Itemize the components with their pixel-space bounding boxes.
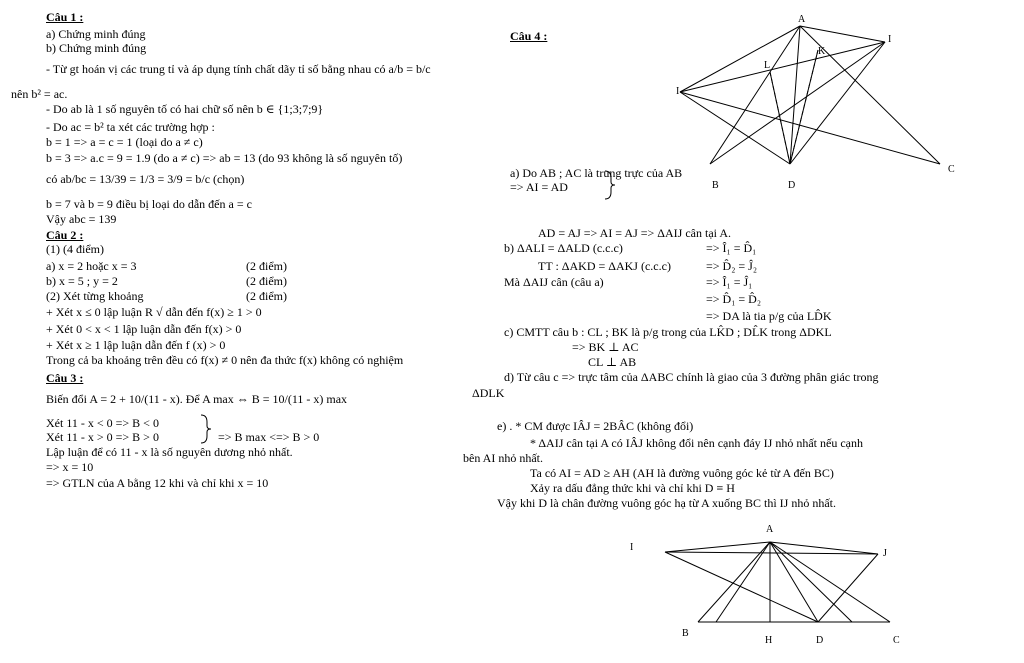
q2-part-b: b) x = 5 ; y = 2: [46, 274, 118, 288]
q2-part-a-points: (2 điểm): [246, 259, 287, 273]
q3-line-3: Xét 11 - x > 0 => B > 0: [46, 430, 159, 444]
q1-line-2: nên b² = ac.: [11, 87, 68, 101]
q2-line-3: + Xét x ≤ 0 lập luận R √ dẫn đến f(x) ≥ 1 > 0: [46, 305, 262, 319]
q4-e-line-4: Ta có AI = AD ≥ AH (AH là đường vuông góc kẻ từ A đến BC): [530, 466, 834, 480]
q4-d-line-1: d) Từ câu c => trực tâm của ΔABC chính là giao của 3 đường phân giác trong: [504, 370, 879, 384]
q2-line-5: + Xét x ≥ 1 lập luận dẫn đến f (x) > 0: [46, 338, 226, 352]
q2-line-2: (2) Xét từng khoảng: [46, 289, 144, 303]
q4-b-line-2: TT : ΔAKD = ΔAKJ (c.c.c): [538, 259, 671, 273]
q1-line-3: - Do ab là 1 số nguyên tố có hai chữ số nên b ∈ {1;3;7;9}: [46, 102, 324, 116]
q1-line-6: b = 3 => a.c = 9 = 1.9 (do a ≠ c) => ab = 13 (do 93 không là số nguyên tố): [46, 151, 403, 165]
q3-brace-conclusion: => B max <=> B > 0: [218, 430, 320, 444]
q1-line-1: - Từ gt hoán vị các trung tỉ và áp dụng tính chất dãy tỉ số bằng nhau có a/b = b/c: [46, 62, 431, 76]
q2-line-6: Trong cả ba khoảng trên đều có f(x) ≠ 0 nên đa thức f(x) không có nghiệm: [46, 353, 404, 367]
q1-line-8: b = 7 và b = 9 điều bị loại do dẫn đến a = c: [46, 197, 252, 211]
fig2-label-i: I: [630, 542, 634, 553]
q1-line-4: - Do ac = b² ta xét các trường hợp :: [46, 120, 215, 134]
question-3-title: Câu 3 :: [46, 371, 84, 385]
q1-part-a: a) Chứng minh đúng: [46, 27, 146, 41]
q3-line-2: Xét 11 - x < 0 => B < 0: [46, 416, 159, 430]
q4-b-result-1: => Î₁ = D̂₁: [706, 241, 757, 255]
fig1-label-k: K: [818, 46, 826, 57]
q4-c-line-1: c) CMTT câu b : CL ; BK là p/g trong của LK̂D ; DL̂K trong ΔDKL: [504, 325, 832, 339]
fig2-label-a: A: [766, 524, 774, 535]
fig1-label-b: B: [712, 180, 719, 191]
q4-b-result-2: => D̂₂ = Ĵ₂: [706, 259, 758, 273]
q4-a-line-1: a) Do AB ; AC là trung trực của AB: [510, 166, 683, 180]
q1-part-b: b) Chứng minh đúng: [46, 41, 147, 55]
q4-b-result-5: => DA là tia p/g của LD̂K: [706, 309, 832, 323]
question-1-title: Câu 1 :: [46, 10, 84, 24]
brace-icon: [604, 170, 616, 200]
fig1-label-l: L: [764, 60, 771, 71]
brace-icon: [200, 414, 212, 444]
q3-line-6: => GTLN của A bằng 12 khi và chỉ khi x = 10: [46, 476, 269, 490]
q1-conclusion: Vậy abc = 139: [46, 212, 117, 226]
q4-c-line-2: => BK ⊥ AC: [572, 340, 639, 354]
q1-line-7: có ab/bc = 13/39 = 1/3 = 3/9 = b/c (chọn): [46, 172, 245, 186]
fig1-label-d: D: [788, 180, 796, 191]
q4-e-line-5: Xảy ra dấu đẳng thức khi và chỉ khi D ≡ H: [530, 481, 735, 495]
q4-a-line-3: AD = AJ => AI = AJ => ΔAIJ cân tại A.: [538, 226, 731, 240]
fig1-label-a: A: [798, 14, 806, 25]
q4-b-line-1: b) ΔALI = ΔALD (c.c.c): [504, 241, 623, 255]
q4-b-result-3: => Î₁ = Ĵ₁: [706, 275, 753, 289]
fig1-label-i-top: I: [888, 34, 892, 45]
fig2-label-h: H: [765, 635, 773, 646]
fig2-label-d: D: [816, 635, 824, 646]
geometry-figure-2: [620, 516, 910, 656]
fig2-label-c: C: [893, 635, 900, 646]
fig1-label-i-left: I: [676, 86, 680, 97]
q2-part-a: a) x = 2 hoặc x = 3: [46, 259, 137, 273]
q2-line-2-points: (2 điểm): [246, 289, 287, 303]
geometry-figure-1: [670, 12, 970, 192]
q3-line-5: => x = 10: [46, 460, 94, 474]
q4-c-line-3: CL ⊥ AB: [588, 355, 637, 369]
question-2-title: Câu 2 :: [46, 228, 84, 242]
q1-line-5: b = 1 => a = c = 1 (loại do a ≠ c): [46, 135, 203, 149]
q2-line-4: + Xét 0 < x < 1 lập luận dẫn đến f(x) > 0: [46, 322, 242, 336]
q2-line-1: (1) (4 điểm): [46, 242, 104, 256]
q4-e-line-2: * ΔAIJ cân tại A có IÂJ không đổi nên cạnh đáy IJ nhỏ nhất nếu cạnh: [530, 436, 863, 450]
q4-b-line-3: Mà ΔAIJ cân (câu a): [504, 275, 604, 289]
q4-b-result-4: => D̂₁ = D̂₂: [706, 292, 762, 306]
q4-e-line-3: bên AI nhỏ nhất.: [463, 451, 543, 465]
q4-d-line-2: ΔDLK: [472, 386, 505, 400]
q3-line-1: Biến đổi A = 2 + 10/(11 - x). Để A max ⇔ B = 10/(11 - x) max: [46, 392, 348, 406]
q4-a-line-2: => AI = AD: [510, 180, 568, 194]
q2-part-b-points: (2 điểm): [246, 274, 287, 288]
fig2-label-b: B: [682, 628, 689, 639]
q4-e-conclusion: Vậy khi D là chân đường vuông góc hạ từ A xuống BC thì IJ nhỏ nhất.: [497, 496, 836, 510]
fig1-label-c: C: [948, 164, 955, 175]
q3-line-4: Lập luận để có 11 - x là số nguyên dương nhỏ nhất.: [46, 445, 293, 459]
q4-e-line-1: e) . * CM được IÂJ = 2BÂC (không đổi): [497, 419, 694, 433]
question-4-title: Câu 4 :: [510, 29, 548, 43]
fig2-label-j: J: [883, 548, 887, 559]
